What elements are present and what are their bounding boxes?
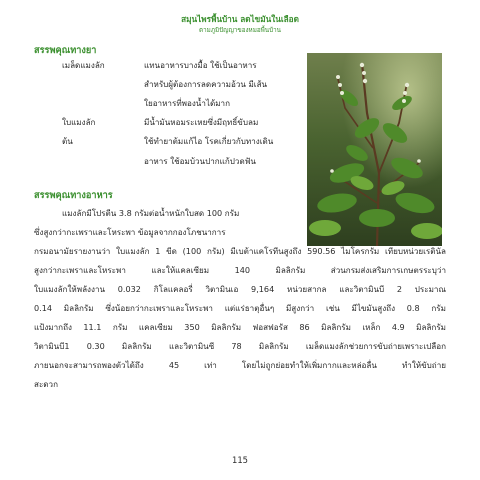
plant-image [307, 53, 442, 246]
desc-stem-line-1: ใช้ทำยาต้มแก้ไอ โรคเกี่ยวกับทางเดิน [144, 136, 274, 146]
food-line-3: กรมอนามัยรายงานว่า ใบแมงลัก 1 ขีด (100 กรัม) มีเบต้าแคโรทีนสูงถึง 590.56 ไมโครกรัม เทียบหน่วยเรตินัล [34, 246, 446, 256]
desc-seed-line-2: สำหรับผู้ต้องการลดความอ้วน มีเส้น [144, 79, 268, 89]
food-line-8: วิตามินบี1 0.30 มิลลิกรัม และวิตามินซี 78 มิลลิกรัม เมล็ดแมงลักช่วยการขับถ่ายเพราะเปลือก [34, 341, 446, 351]
label-seed: เมล็ดแมงลัก [62, 60, 105, 70]
label-leaf: ใบแมงลัก [62, 117, 96, 127]
food-line-10: สะดวก [34, 379, 58, 389]
page-number: 115 [232, 455, 248, 465]
medicinal-heading: สรรพคุณทางยา [34, 45, 97, 56]
food-line-1: แมงลักมีโปรตีน 3.8 กรัมต่อน้ำหนักใบสด 100 กรัม [62, 208, 240, 218]
header-title: สมุนไพรพื้นบ้าน ลดไขมันในเลือด [181, 14, 299, 24]
food-line-2: ซึ่งสูงกว่ากะเพราและโหระพา ข้อมูลจากกองโภชนาการ [34, 227, 226, 237]
label-stem: ต้น [62, 136, 73, 146]
food-heading: สรรพคุณทางอาหาร [34, 190, 113, 201]
desc-stem-line-2: อาหาร ใช้อมบ้วนปากแก้ปวดฟัน [144, 156, 256, 166]
desc-seed-line-3: ใยอาหารที่พองน้ำได้มาก [144, 98, 230, 108]
food-line-6: 0.14 มิลลิกรัม ซึ่งน้อยกว่ากะเพราและโหระพา แต่แร่ธาตุอื่นๆ มีสูงกว่า เช่น มีไขมันสูงถึง 0.8 กรัม [34, 303, 446, 313]
desc-leaf-line-1: มีน้ำมันหอมระเหยซึ่งมีฤทธิ์ขับลม [144, 117, 259, 127]
header-subtitle: ตามภูมิปัญญาของหมอพื้นบ้าน [199, 27, 281, 34]
hairy-basil-photo [307, 53, 442, 246]
desc-seed-line-1: แทนอาหารบางมื้อ ใช้เป็นอาหาร [144, 60, 257, 70]
food-line-9: ภายนอกจะสามารถพองตัวได้ถึง 45 เท่า โดยไม่ถูกย่อยทำให้เพิ่มกากและหล่อลื่น ทำให้ขับถ่าย [34, 360, 446, 370]
food-line-4: สูงกว่ากะเพราและโหระพา และให้แคลเซียม 140 มิลลิกรัม ส่วนกรมส่งเสริมการเกษตรระบุว่า [34, 265, 446, 275]
food-line-7: แป้งมากถึง 11.1 กรัม แคลเซียม 350 มิลลิกรัม ฟอสฟอรัส 86 มิลลิกรัม เหล็ก 4.9 มิลลิกรัม [34, 322, 446, 332]
food-line-5: ใบแมงลักให้พลังงาน 0.032 กิโลแคลอรี่ วิตามินเอ 9,164 หน่วยสากล และวิตามินบี 2 ประมาณ [34, 284, 446, 294]
